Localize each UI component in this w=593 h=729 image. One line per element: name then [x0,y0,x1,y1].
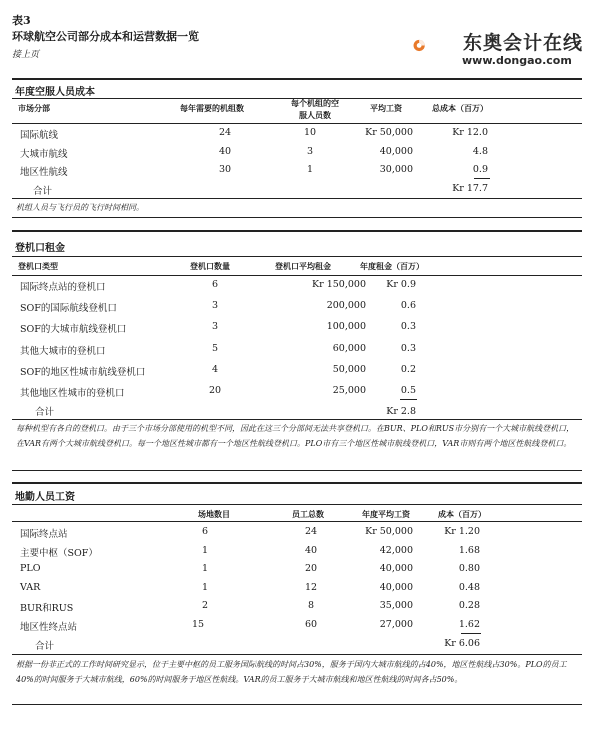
cell-crews: 40 [218,146,232,157]
cell-avg-rent: 60,000 [332,343,366,354]
cell-salary: 30,000 [379,164,413,175]
cell-site-count: 6 [201,526,209,537]
cell-segment: 国际航线 [20,130,59,141]
cell-salary: 27,000 [379,619,413,630]
cell-crews: 24 [218,127,232,138]
col-header-total-cost: 总成本（百万） [432,103,488,113]
cell-site: 主要中枢（SOF） [20,548,98,559]
cell-employees: 60 [304,619,318,630]
cell-annual-rent: 0.6 [400,300,416,311]
cell-attendants: 10 [303,127,317,138]
cell-site: 地区性终点站 [20,622,78,633]
cell-annual-rent: Kr 0.9 [386,279,416,290]
page-title: 环球航空公司部分成本和运营数据一览 [12,30,199,43]
cell-gate-count: 3 [211,300,219,311]
cell-annual-rent: 0.3 [400,343,416,354]
cell-site: VAR [20,582,41,593]
divider [12,504,582,505]
cell-salary: 42,000 [379,545,413,556]
divider [12,198,582,199]
col-header-attendants-per-crew-1: 每个机组的空 [291,98,339,108]
col-header-crews-needed: 每年需要的机组数 [180,103,244,113]
col-header-cost: 成本（百万） [438,509,486,519]
total-label: 合计 [33,186,53,197]
col-header-annual-avg-salary: 年度平均工资 [362,509,410,519]
cell-employees: 40 [304,545,318,556]
cell-avg-rent: 100,000 [326,321,366,332]
total-label: 合计 [35,641,55,652]
cell-gate-type: 国际终点站的登机口 [20,282,106,293]
col-header-site-count: 场地数目 [198,509,230,519]
divider [12,256,582,257]
cell-cost: 0.80 [458,563,480,574]
col-header-attendants-per-crew-2: 服人员数 [299,110,331,120]
cell-salary: 35,000 [379,600,413,611]
cell-attendants: 1 [306,164,314,175]
cell-salary: Kr 50,000 [365,526,413,537]
cell-salary: 40,000 [379,146,413,157]
cell-total: 4.8 [472,146,488,157]
bottom-divider [12,704,582,705]
cell-site: BUR和RUS [20,603,74,614]
cell-annual-rent: 0.5 [400,385,416,396]
footnote-gates: 每种机型有各自的登机口。由于三个市场分部使用的机型不同，因此在这三个分部间无法共享登机口。在BUR、PLO和RUS市分别有一个大城市航线登机口，在VAR有两个大城市航线登机口。每一个地区性城市都有一个地区性航线登机口。PLO市有三个地区性城市航线登机口，VAR市则有两个地区性航线登机口。 [16,424,575,448]
cell-salary: 40,000 [379,563,413,574]
cell-gate-count: 5 [211,343,219,354]
cell-employees: 12 [304,582,318,593]
divider [12,275,582,276]
cell-annual-rent: 0.3 [400,321,416,332]
cell-total: Kr 12.0 [452,127,488,138]
divider [12,654,582,655]
cell-cost: 1.68 [458,545,480,556]
cell-cost: Kr 1.20 [444,526,480,537]
cell-cost: 0.48 [458,582,480,593]
logo-url[interactable]: www.dongao.com [462,54,572,67]
divider [12,521,582,522]
cell-attendants: 3 [306,146,314,157]
cell-site: 国际终点站 [20,529,68,540]
total-value: Kr 17.7 [452,183,488,194]
cell-gate-count: 6 [211,279,219,290]
section-title-ground-staff: 地勤人员工资 [15,492,75,503]
col-header-avg-salary: 平均工资 [370,103,402,113]
footnote-cabin-crew: 机组人员与飞行员的飞行时间相同。 [16,203,144,212]
cell-site-count: 1 [201,563,209,574]
divider [12,419,582,420]
total-value: Kr 2.8 [386,406,416,417]
subtotal-underline [461,633,481,634]
col-header-gate-type: 登机口类型 [18,261,58,271]
cell-segment: 地区性航线 [20,167,68,178]
footnote-ground-staff: 根据一份非正式的工作时间研究显示，位于主要中枢的员工服务国际航线的时间占30%，服务于国内大城市航线的占40%，地区性航线占30%。PLO的员工40%的时间服务于大城市航线，60%的时间服务于地区性航线。VAR的员工服务于大城市航线和地区性航线的时间各占50%。 [16,660,567,684]
logo-brand-name: 东奥会计在线 [463,32,584,54]
cell-avg-rent: 50,000 [332,364,366,375]
cell-employees: 24 [304,526,318,537]
cell-gate-count: 20 [208,385,222,396]
col-header-avg-rent: 登机口平均租金 [275,261,331,271]
section-title-cabin-crew: 年度空服人员成本 [15,87,95,98]
col-header-gate-count: 登机口数量 [190,261,230,271]
cell-gate-type: SOF的地区性城市航线登机口 [20,367,146,378]
cell-annual-rent: 0.2 [400,364,416,375]
cell-avg-rent: 200,000 [326,300,366,311]
col-header-market-segment: 市场分部 [18,103,50,113]
cell-site-count: 1 [201,582,209,593]
continued-note: 接上页 [12,50,40,60]
divider [12,470,582,471]
cell-gate-count: 3 [211,321,219,332]
cell-gate-type: 其他大城市的登机口 [20,346,106,357]
top-divider [12,78,582,80]
cell-avg-rent: Kr 150,000 [312,279,366,290]
dongao-logo-icon [413,23,459,69]
cell-gate-type: SOF的大城市航线登机口 [20,324,127,335]
cell-cost: 0.28 [458,600,480,611]
total-label: 合计 [35,407,55,418]
section-divider [12,230,582,232]
section-divider [12,482,582,484]
cell-site-count: 2 [201,600,209,611]
cell-cost: 1.62 [458,619,480,630]
cell-gate-count: 4 [211,364,219,375]
subtotal-underline [400,399,417,400]
cell-salary: 40,000 [379,582,413,593]
cell-gate-type: 其他地区性城市的登机口 [20,388,125,399]
cell-avg-rent: 25,000 [332,385,366,396]
cell-employees: 8 [307,600,315,611]
col-header-employee-total: 员工总数 [292,509,324,519]
cell-crews: 30 [218,164,232,175]
table-number: 表3 [12,14,31,27]
cell-segment: 大城市航线 [20,149,68,160]
cell-gate-type: SOF的国际航线登机口 [20,303,117,314]
subtotal-underline [474,178,490,179]
cell-site-count: 1 [201,545,209,556]
section-title-gates: 登机口租金 [15,243,65,254]
cell-site-count: 15 [191,619,205,630]
cell-salary: Kr 50,000 [365,127,413,138]
cell-employees: 20 [304,563,318,574]
col-header-annual-rent: 年度租金（百万） [360,261,424,271]
cell-site: PLO [20,563,41,574]
divider [12,123,582,124]
total-value: Kr 6.06 [444,638,480,649]
divider [12,217,582,218]
cell-total: 0.9 [472,164,488,175]
